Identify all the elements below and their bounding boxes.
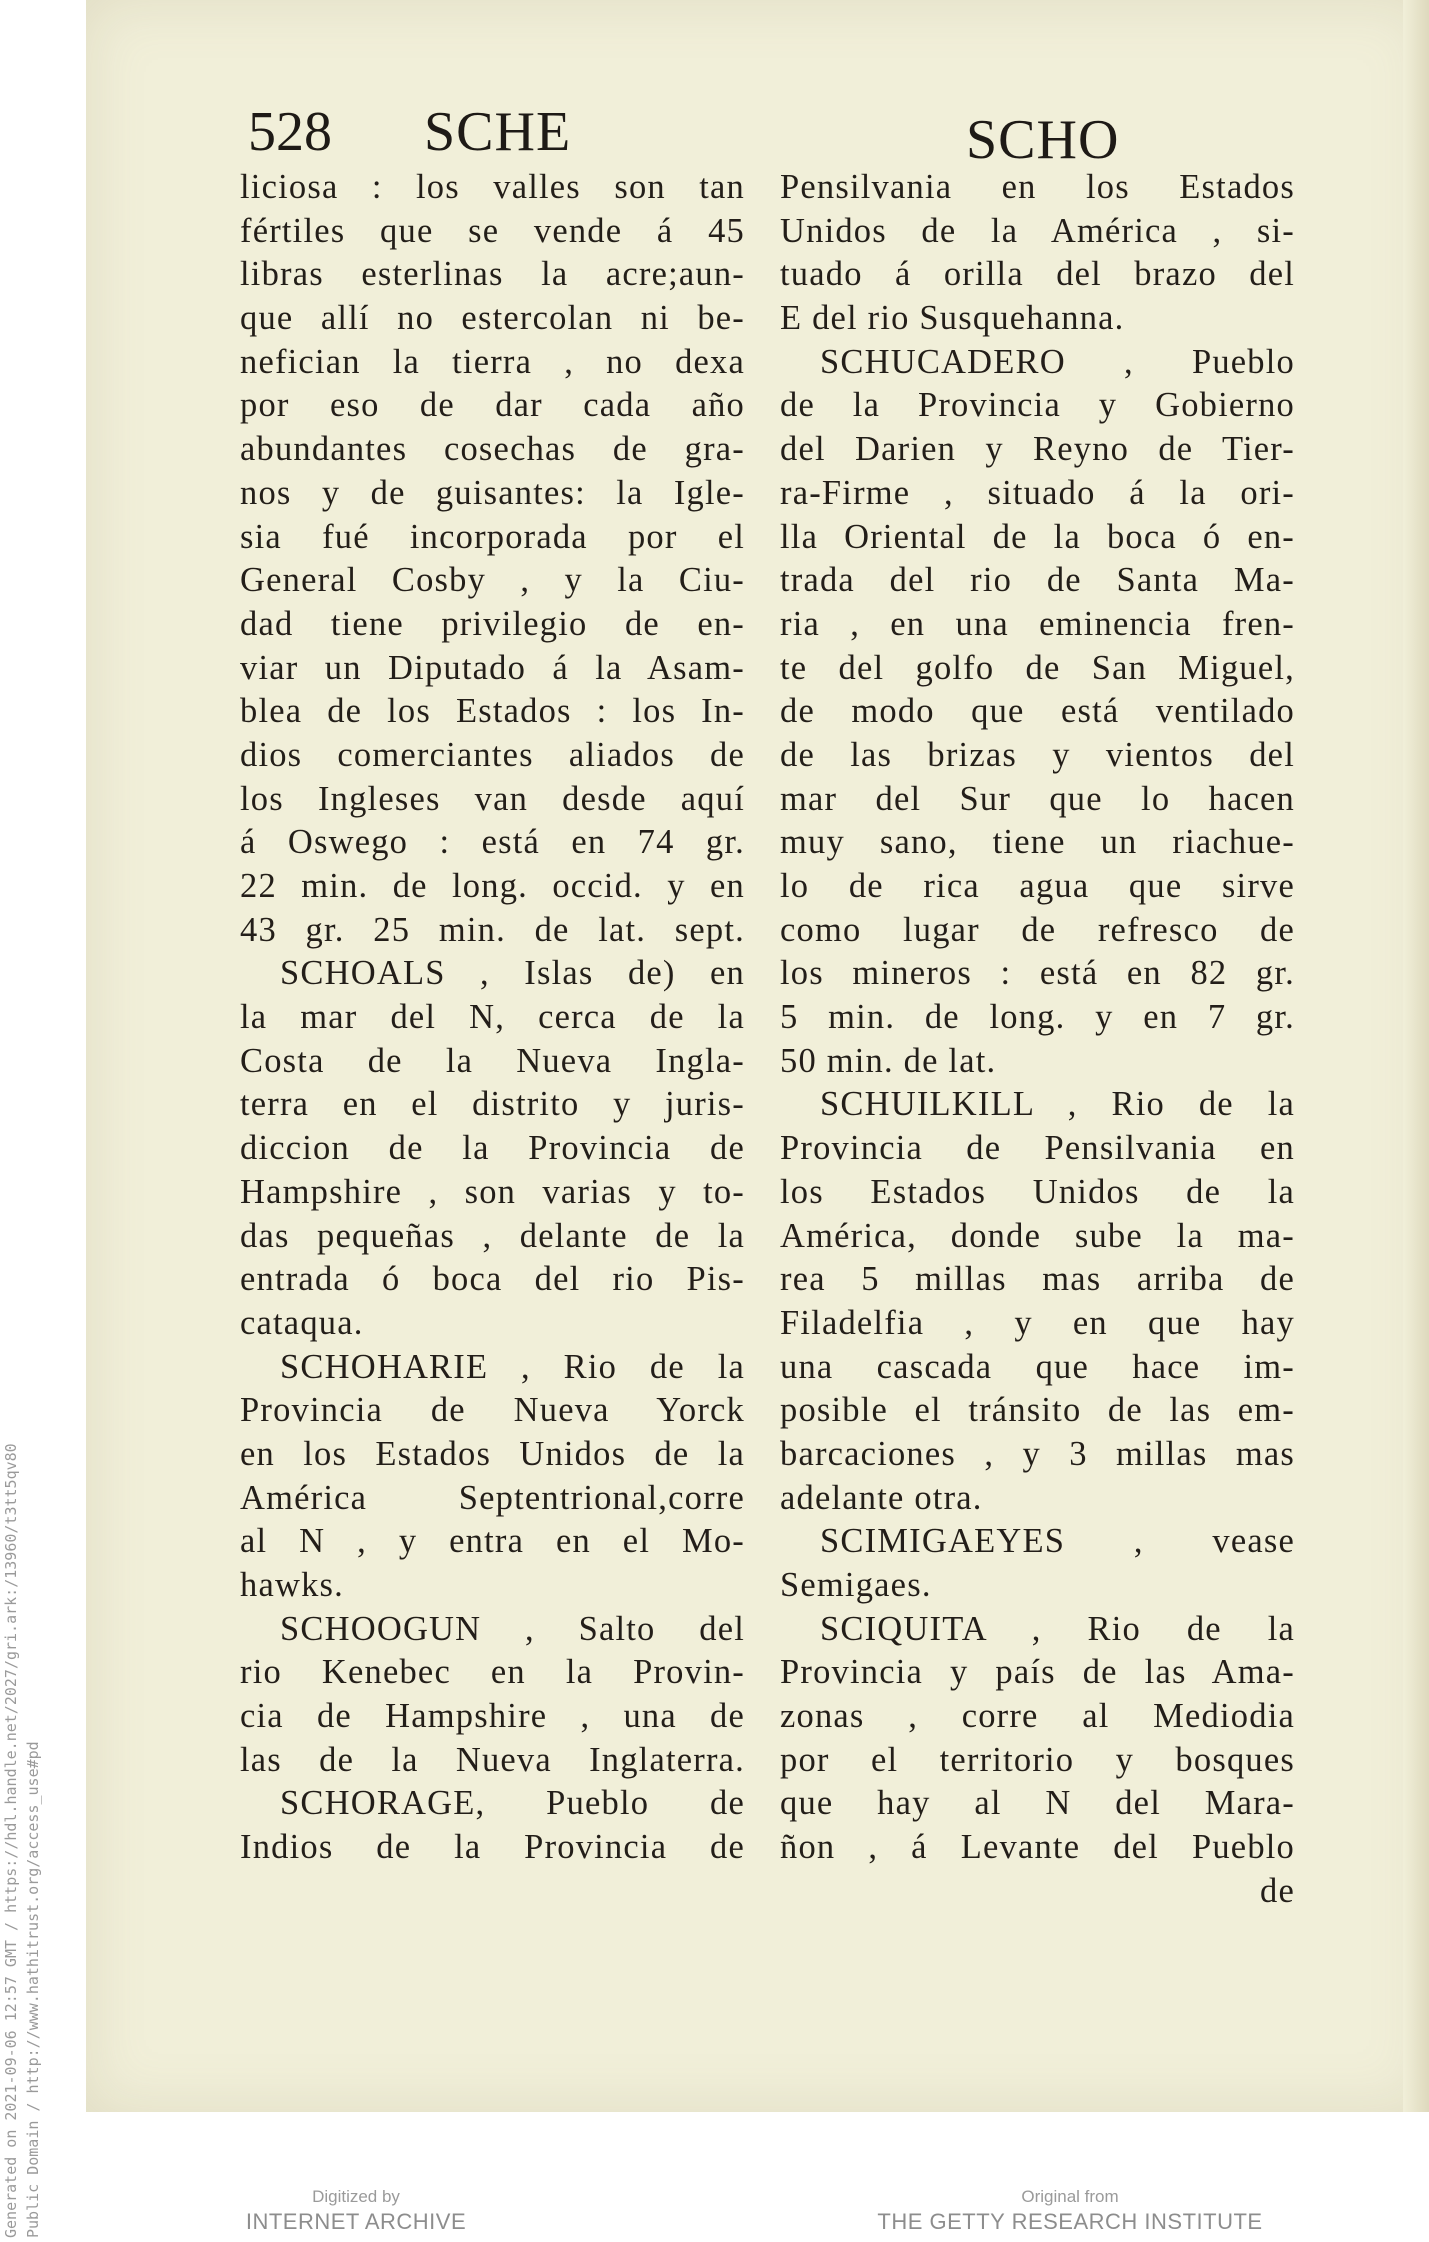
text-line: al N , y entra en el Mo- xyxy=(240,1522,745,1561)
text-line: 43 gr. 25 min. de lat. sept. xyxy=(240,910,745,949)
text-line: Provincia de Nueva Yorck xyxy=(240,1391,745,1430)
text-line: liciosa : los valles son tan xyxy=(240,168,745,206)
text-line: los Ingleses van desde aquí xyxy=(240,779,745,818)
text-line: de las brizas y vientos del xyxy=(780,735,1295,774)
text-line: dad tiene privilegio de en- xyxy=(240,604,745,643)
digitized-by-label: Digitized by xyxy=(312,2187,400,2206)
text-line: los Estados Unidos de la xyxy=(780,1172,1295,1211)
text-line: América, donde sube la ma- xyxy=(780,1216,1295,1255)
right-column xyxy=(780,166,1295,1914)
text-line: que hay al N del Mara- xyxy=(780,1784,1295,1823)
text-line: rea 5 millas mas arriba de xyxy=(780,1260,1295,1299)
text-line: Unidos de la América , si- xyxy=(780,211,1295,250)
text-line: lo de rica agua que sirve xyxy=(780,867,1295,905)
text-line: fértiles que se vende á 45 xyxy=(240,211,745,250)
text-line: 50 min. de lat. xyxy=(780,1041,997,1080)
text-line: ria , en una eminencia fren- xyxy=(780,604,1295,643)
entry-heading-line: SCHUILKILL , Rio de la xyxy=(820,1085,1295,1124)
text-line: adelante otra. xyxy=(780,1478,983,1517)
text-line: Hampshire , son varias y to- xyxy=(240,1172,745,1211)
text-line: los mineros : está en 82 gr. xyxy=(780,954,1295,993)
entry-heading-line: SCIQUITA , Rio de la xyxy=(820,1609,1295,1648)
entry-heading-line: SCHOALS , Islas de) en xyxy=(280,954,745,993)
text-line: viar un Diputado á la Asam- xyxy=(240,648,745,687)
entry-heading-line: SCHORAGE, Pueblo de xyxy=(280,1784,745,1823)
text-line: muy sano, tiene un riachue- xyxy=(780,823,1295,862)
left-column xyxy=(240,166,745,1870)
catchword: de xyxy=(1260,1871,1295,1910)
text-line: Filadelfia , y en que hay xyxy=(780,1303,1295,1342)
text-line: hawks. xyxy=(240,1566,344,1604)
text-line: de modo que está ventilado xyxy=(780,692,1295,731)
text-line: América Septentrional,corre xyxy=(240,1478,745,1517)
text-line: del Darien y Reyno de Tier- xyxy=(780,430,1295,469)
text-line: libras esterlinas la acre;aun- xyxy=(240,255,745,294)
entry-heading-line: SCHUCADERO , Pueblo xyxy=(820,342,1295,381)
text-line: cia de Hampshire , una de xyxy=(240,1697,745,1736)
entry-heading-line: SCHOOGUN , Salto del xyxy=(280,1609,745,1648)
text-line: zonas , corre al Mediodia xyxy=(780,1697,1295,1736)
generation-stamp xyxy=(0,1078,44,2242)
digitized-by-credit xyxy=(236,2186,476,2236)
original-from-credit xyxy=(870,2186,1270,2236)
text-line: entrada ó boca del rio Pis- xyxy=(240,1260,745,1299)
text-line: Indios de la Provincia de xyxy=(240,1828,745,1867)
page-number: 528 xyxy=(248,101,332,163)
original-from-label: Original from xyxy=(1021,2187,1119,2206)
text-line: abundantes cosechas de gra- xyxy=(240,430,745,469)
text-line: de la Provincia y Gobierno xyxy=(780,386,1295,425)
text-line: General Cosby , y la Ciu- xyxy=(240,561,745,600)
text-line: tuado á orilla del brazo del xyxy=(780,255,1295,294)
running-head-right: SCHO xyxy=(966,109,1120,171)
text-line: blea de los Estados : los In- xyxy=(240,692,745,731)
page-edge-shadow xyxy=(1403,0,1429,2112)
text-line: Provincia y país de las Ama- xyxy=(780,1653,1295,1692)
text-line: como lugar de refresco de xyxy=(780,910,1295,949)
text-line: te del golfo de San Miguel, xyxy=(780,648,1295,687)
text-line: mar del Sur que lo hacen xyxy=(780,779,1295,818)
text-line: las de la Nueva Inglaterra. xyxy=(240,1740,745,1779)
text-line: rio Kenebec en la Provin- xyxy=(240,1653,745,1692)
entry-heading-line: SCIMIGAEYES , vease xyxy=(820,1522,1295,1561)
text-line: das pequeñas , delante de la xyxy=(240,1216,745,1255)
text-line: Costa de la Nueva Ingla- xyxy=(240,1041,745,1080)
text-line: 5 min. de long. y en 7 gr. xyxy=(780,998,1295,1037)
text-line: por el territorio y bosques xyxy=(780,1740,1295,1779)
text-line: sia fué incorporada por el xyxy=(240,517,745,556)
generation-stamp-line: Generated on 2021-09-06 12:57 GMT / https://hdl.handle.net/2027/gri.ark:/13960/t3tt5qv80 xyxy=(2,1443,20,2238)
running-head-left: SCHE xyxy=(424,101,572,163)
text-line: E del rio Susquehanna. xyxy=(780,299,1125,338)
original-source-name: THE GETTY RESEARCH INSTITUTE xyxy=(877,2209,1263,2234)
text-line: dios comerciantes aliados de xyxy=(240,735,745,774)
digitizer-name: INTERNET ARCHIVE xyxy=(245,2209,467,2234)
text-line: nefician la tierra , no dexa xyxy=(240,342,745,381)
text-line: que allí no estercolan ni be- xyxy=(240,299,745,338)
text-line: diccion de la Provincia de xyxy=(240,1129,745,1168)
text-line: una cascada que hace im- xyxy=(780,1347,1295,1386)
text-line: nos y de guisantes: la Igle- xyxy=(240,473,745,512)
text-line: ñon , á Levante del Pueblo xyxy=(780,1828,1295,1867)
text-line: en los Estados Unidos de la xyxy=(240,1434,745,1473)
text-line: lla Oriental de la boca ó en- xyxy=(780,517,1295,556)
text-line: por eso de dar cada año xyxy=(240,386,745,425)
text-line: la mar del N, cerca de la xyxy=(240,998,745,1037)
text-line: terra en el distrito y juris- xyxy=(240,1085,745,1124)
text-line: ra-Firme , situado á la ori- xyxy=(780,473,1295,512)
text-line: barcaciones , y 3 millas mas xyxy=(780,1434,1295,1473)
text-line: 22 min. de long. occid. y en xyxy=(240,867,745,905)
text-line: Semigaes. xyxy=(780,1566,932,1604)
text-line: trada del rio de Santa Ma- xyxy=(780,561,1295,600)
entry-heading-line: SCHOHARIE , Rio de la xyxy=(280,1347,745,1386)
text-line: á Oswego : está en 74 gr. xyxy=(240,823,745,862)
rights-stamp-line: Public Domain / http://www.hathitrust.org/access_use#pd xyxy=(24,1741,42,2238)
text-line: Pensilvania en los Estados xyxy=(780,168,1295,206)
text-line: posible el tránsito de las em- xyxy=(780,1391,1295,1430)
text-line: Provincia de Pensilvania en xyxy=(780,1129,1295,1168)
text-line: cataqua. xyxy=(240,1303,364,1342)
